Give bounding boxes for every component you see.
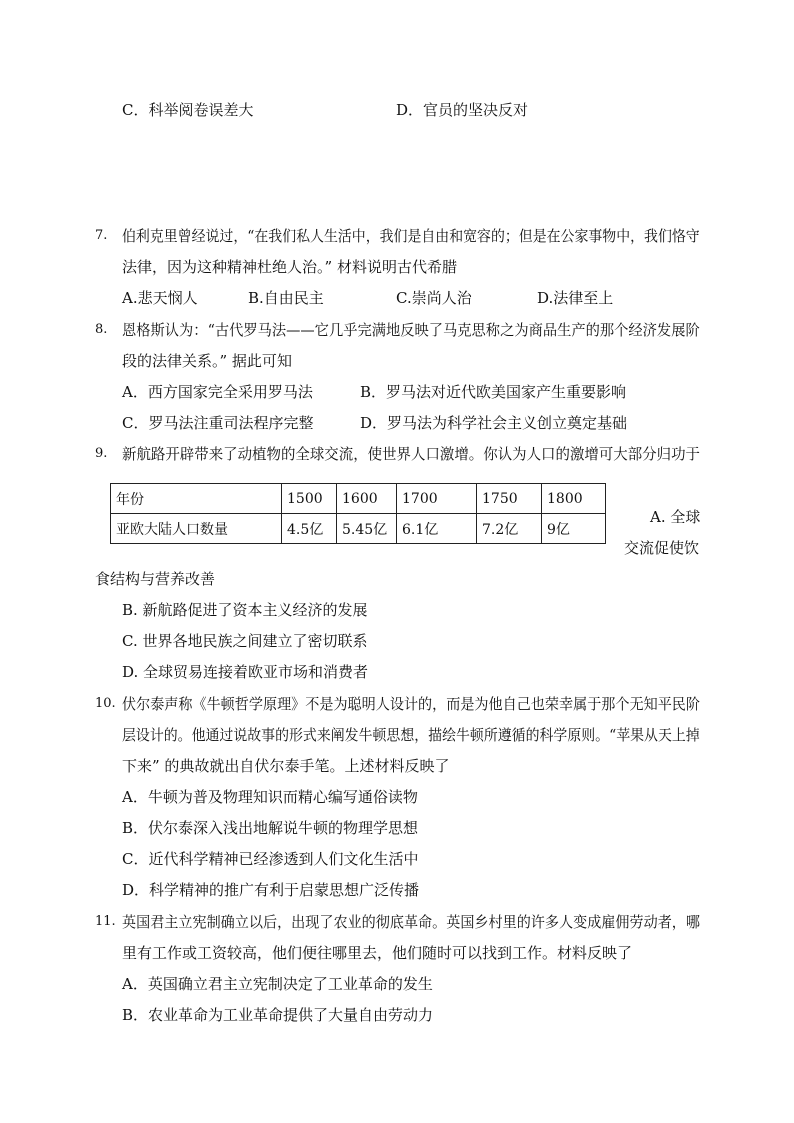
table-header-cell: 1750 bbox=[477, 484, 542, 514]
table-cell: 亚欧大陆人口数量 bbox=[111, 514, 282, 544]
q7-option-c: C.崇尚人治 bbox=[396, 289, 472, 307]
q7-option-b: B.自由民主 bbox=[248, 289, 324, 307]
table-cell: 9亿 bbox=[542, 514, 606, 544]
table-header-cell: 年份 bbox=[111, 484, 282, 514]
population-table bbox=[110, 483, 606, 544]
q10-stem-line1: 伏尔泰声称《牛顿哲学原理》不是为聪明人设计的，而是为他自己也荣幸属于那个无知平民阶 bbox=[122, 695, 700, 713]
q9-option-a-part3: 食结构与营养改善 bbox=[95, 570, 216, 588]
q7-option-a: A.悲天悯人 bbox=[122, 289, 198, 307]
table-cell: 5.45亿 bbox=[337, 514, 397, 544]
q11-number: 11. bbox=[95, 914, 116, 929]
q9-stem: 新航路开辟带来了动植物的全球交流，使世界人口激增。你认为人口的激增可大部分归功于 bbox=[122, 445, 700, 463]
table-cell: 6.1亿 bbox=[397, 514, 477, 544]
q8-number: 8. bbox=[95, 322, 108, 337]
q7-option-d: D.法律至上 bbox=[537, 289, 614, 307]
q8-option-d: D．罗马法为科学社会主义创立奠定基础 bbox=[360, 414, 628, 432]
q8-option-a: A．西方国家完全采用罗马法 bbox=[122, 383, 313, 401]
q10-number: 10. bbox=[95, 696, 116, 711]
table-cell: 7.2亿 bbox=[477, 514, 542, 544]
q8-option-c: C．罗马法注重司法程序完整 bbox=[122, 414, 314, 432]
q9-option-a-part1: A. 全球 bbox=[650, 508, 701, 526]
table-header-cell: 1800 bbox=[542, 484, 606, 514]
q8-stem-line2: 段的法律关系。” 据此可知 bbox=[122, 352, 292, 370]
q10-option-b: B．伏尔泰深入浅出地解说牛顿的物理学思想 bbox=[122, 819, 419, 837]
table-row bbox=[111, 514, 606, 544]
q9-option-c: C. 世界各地民族之间建立了密切联系 bbox=[122, 632, 368, 650]
q6-option-d: D．官员的坚决反对 bbox=[396, 101, 529, 119]
q10-stem-line2: 层设计的。他通过说故事的形式来阐发牛顿思想，描绘牛顿所遵循的科学原则。“苹果从天上掉 bbox=[122, 726, 700, 744]
q9-option-b: B. 新航路促进了资本主义经济的发展 bbox=[122, 601, 368, 619]
q7-stem-line2: 法律，因为这种精神杜绝人治。” 材料说明古代希腊 bbox=[122, 258, 457, 276]
q11-option-b: B．农业革命为工业革命提供了大量自由劳动力 bbox=[122, 1006, 434, 1024]
q9-option-d: D. 全球贸易连接着欧亚市场和消费者 bbox=[122, 663, 369, 681]
q11-option-a: A．英国确立君主立宪制决定了工业革命的发生 bbox=[122, 975, 433, 993]
q8-stem-line1: 恩格斯认为：“古代罗马法——它几乎完满地反映了马克思称之为商品生产的那个经济发展阶 bbox=[122, 321, 700, 339]
q9-option-a-part2: 交流促使饮 bbox=[624, 539, 700, 557]
q10-option-c: C．近代科学精神已经渗透到人们文化生活中 bbox=[122, 850, 419, 868]
table-cell: 4.5亿 bbox=[282, 514, 337, 544]
table-header-row bbox=[111, 484, 606, 514]
q10-stem-line3: 下来” 的典故就出自伏尔泰手笔。上述材料反映了 bbox=[122, 757, 450, 775]
q7-number: 7. bbox=[95, 228, 108, 243]
q10-option-d: D．科学精神的推广有利于启蒙思想广泛传播 bbox=[122, 881, 420, 899]
table-header-cell: 1600 bbox=[337, 484, 397, 514]
table-header-cell: 1500 bbox=[282, 484, 337, 514]
q8-option-b: B．罗马法对近代欧美国家产生重要影响 bbox=[360, 383, 627, 401]
q11-stem-line1: 英国君主立宪制确立以后，出现了农业的彻底革命。英国乡村里的许多人变成雇佣劳动者，哪 bbox=[122, 913, 700, 931]
q6-option-c: C．科举阅卷误差大 bbox=[122, 101, 254, 119]
table-header-cell: 1700 bbox=[397, 484, 477, 514]
q9-number: 9. bbox=[95, 446, 108, 461]
q7-stem-line1: 伯利克里曾经说过，“在我们私人生活中，我们是自由和宽容的；但是在公家事物中，我们恪守 bbox=[122, 227, 700, 245]
q10-option-a: A．牛顿为普及物理知识而精心编写通俗读物 bbox=[122, 788, 418, 806]
q11-stem-line2: 里有工作或工资较高，他们便往哪里去，他们随时可以找到工作。材料反映了 bbox=[122, 944, 633, 962]
